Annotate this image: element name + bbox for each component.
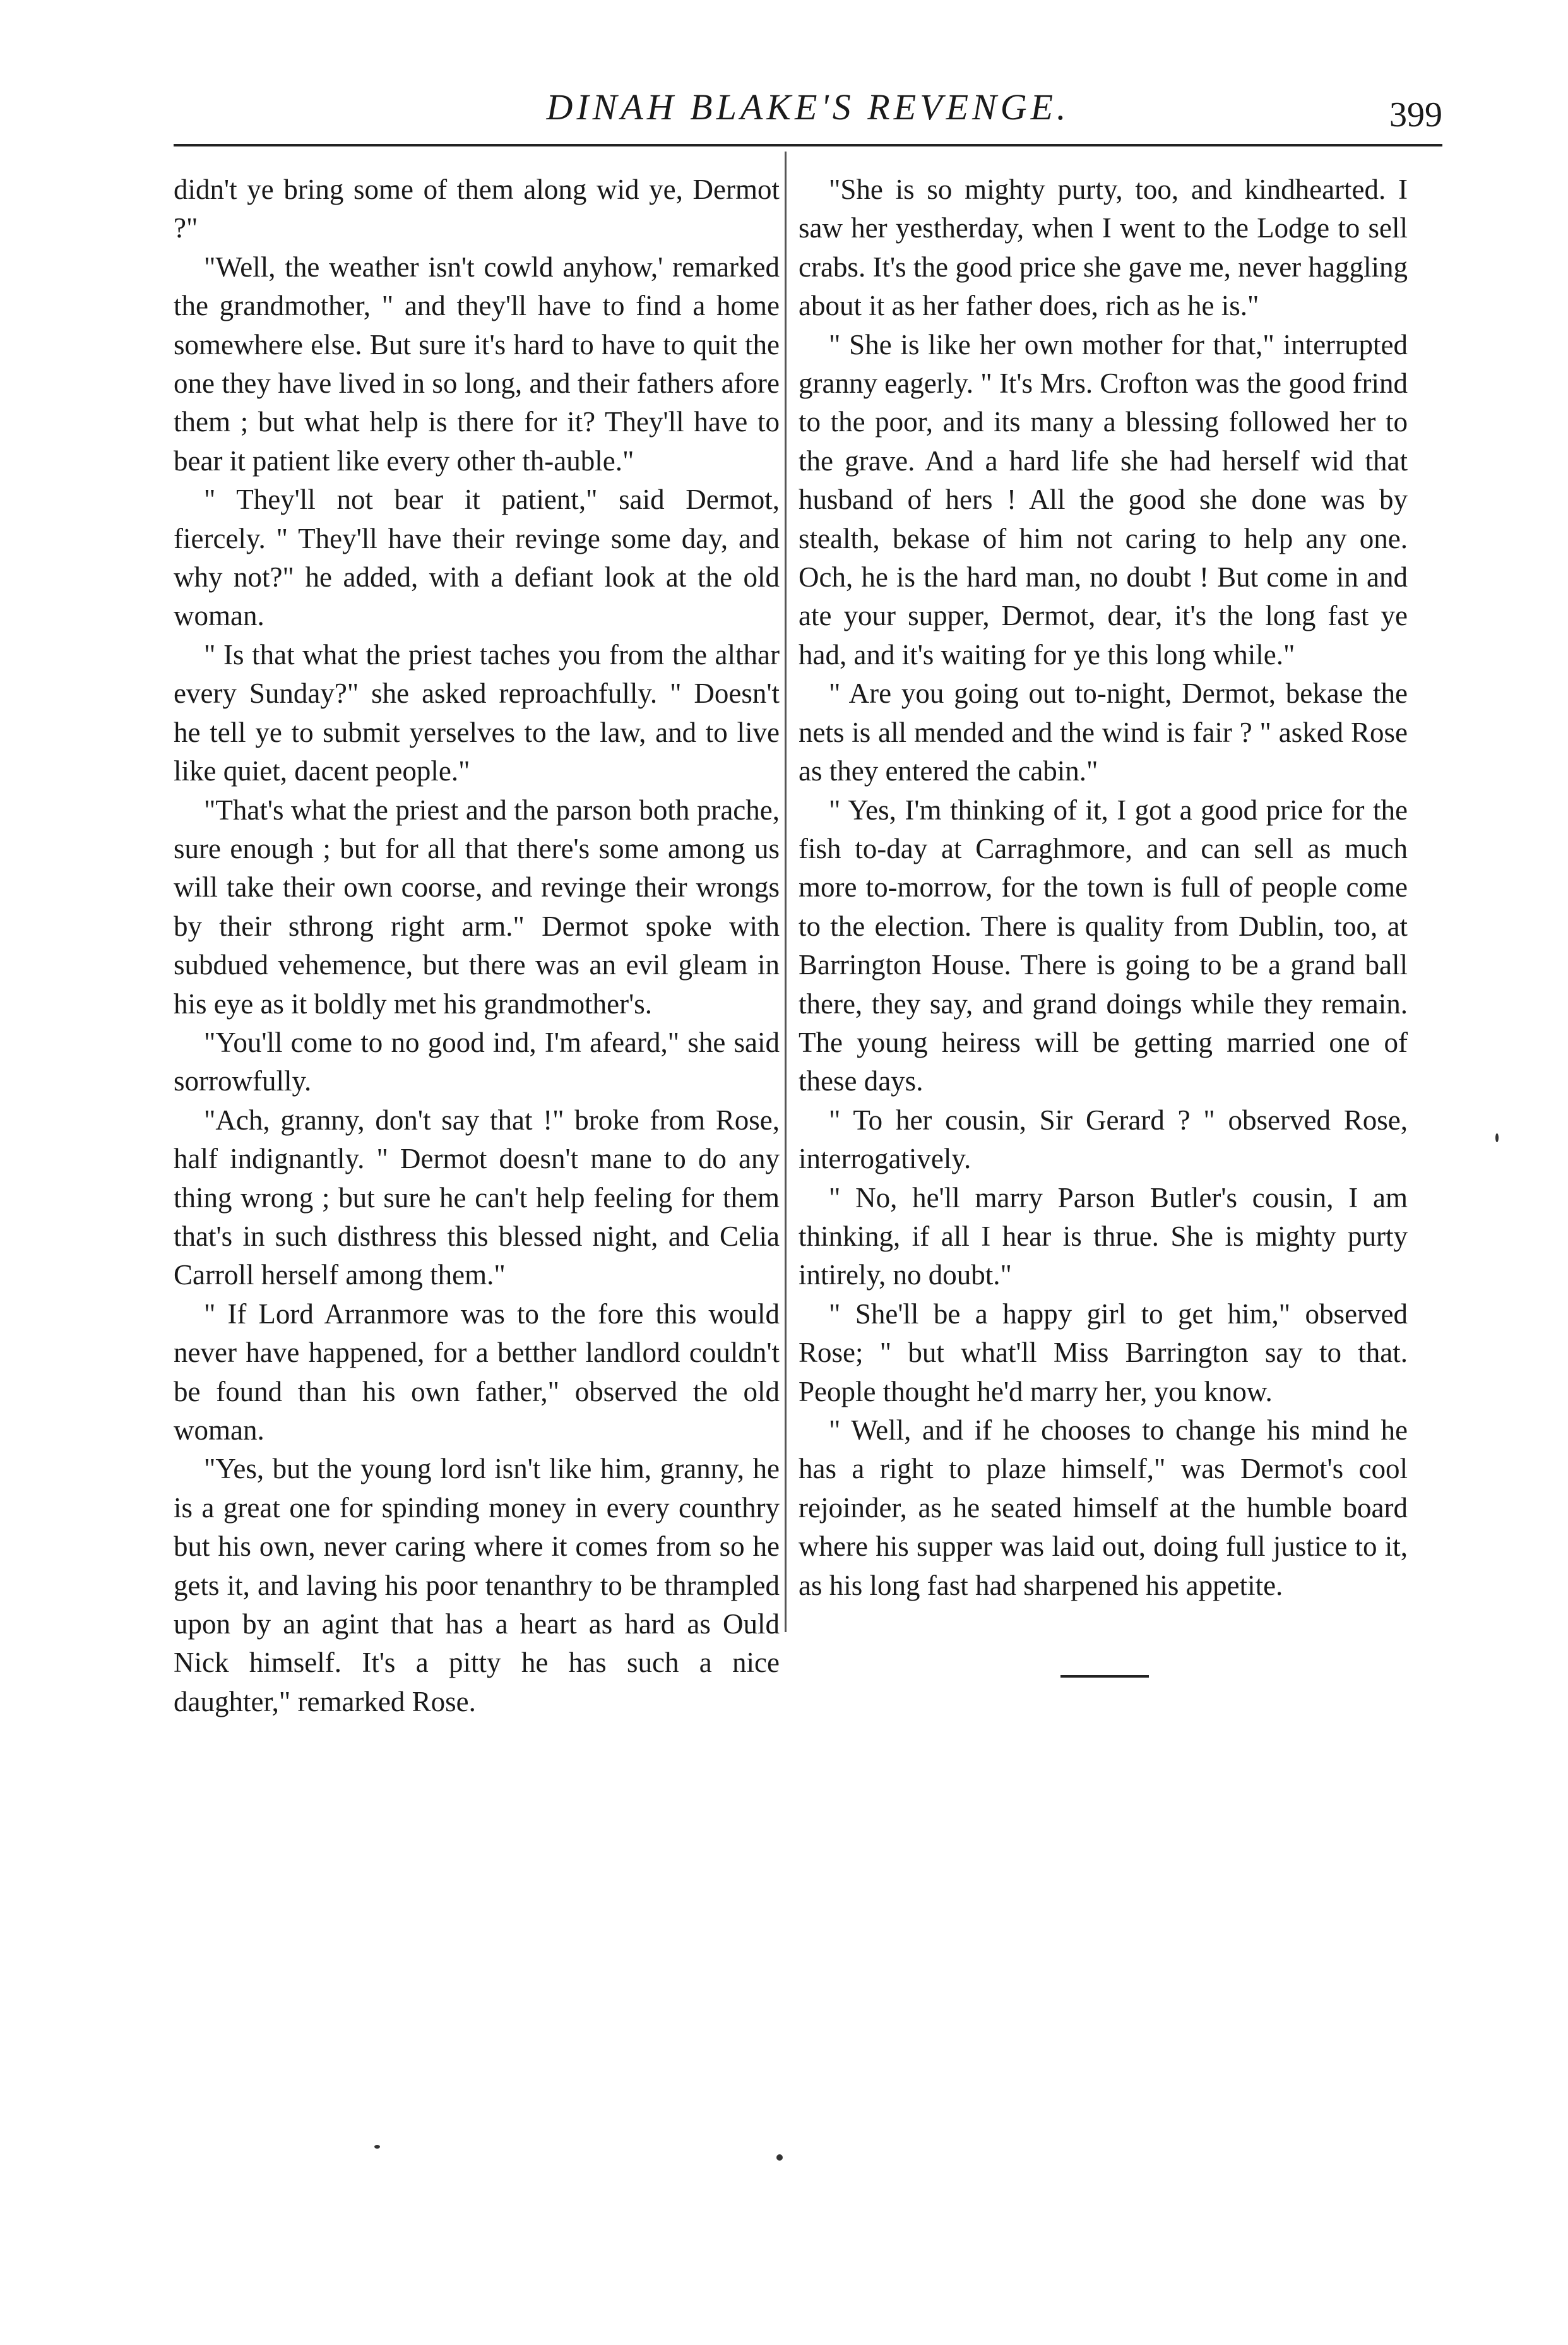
paragraph: "You'll come to no good ind, I'm afeard," she said sorrowfully. [174,1026,780,1097]
paragraph: " Are you going out to-night, Dermot, bekase the nets is all mended and the wind is fair ? " asked Rose as they entered the cabin." [799,677,1408,787]
paragraph: " Yes, I'm thinking of it, I got a good price for the fish to-day at Carraghmore, and can sell as much more to-morrow, for the town is full of people come to the election. There is quality from Dublin, too, at Barrington House. There is going to be a grand ball there, they say, and grand doings while they remain. The young heiress will be getting married one of these days. [799,794,1408,1097]
page-header [174,76,1442,145]
paragraph: "That's what the priest and the parson both prache, sure enough ; but for all that there's some among us will take their own coorse, and revinge their wrongs by their sthrong right arm." Dermot spoke with subdued vehemence, but there was an evil gleam in his eye as it boldly met his grandmother's. [174,794,780,1020]
paragraph: " If Lord Arranmore was to the fore this would never have happened, for a betther landlord couldn't be found than his own father," observed the old woman. [174,1298,780,1446]
paragraph: " To her cousin, Sir Gerard ? " observed Rose, interrogatively. [799,1104,1408,1175]
paragraph: "Ach, granny, don't say that !" broke from Rose, half indignantly. " Dermot doesn't mane to do any thing wrong ; but sure he can't help feeling for them that's in such disthress this blessed night, and Celia Carroll herself among them." [174,1104,780,1291]
right-column [799,170,1408,1605]
paragraph: " Is that what the priest taches you from the althar every Sunday?" she asked reproachfully. " Doesn't he tell ye to submit yerselves to the law, and to live like quiet, dacent people." [174,638,780,787]
paragraph: " No, he'll marry Parson Butler's cousin, I am thinking, if all I hear is thrue. She is mighty purty intirely, no doubt." [799,1181,1408,1291]
print-speck [1495,1133,1499,1142]
paragraph: " She is like her own mother for that," interrupted granny eagerly. " It's Mrs. Crofton was the good frind to the poor, and its many a blessing followed her to the grave. And a hard life she had herself wid that husband of hers ! All the good she done was by stealth, bekase of him not caring to help any one. Och, he is the hard man, no doubt ! But come in and ate your supper, Dermot, dear, it's the long fast ye had, and it's waiting for ye this long while." [799,328,1408,671]
left-column [174,170,780,1721]
paragraph: " She'll be a happy girl to get him," observed Rose; " but what'll Miss Barrington say to that. People thought he'd marry her, you know. [799,1298,1408,1407]
paragraph: "She is so mighty purty, too, and kindhearted. I saw her yestherday, when I went to the Lodge to sell crabs. It's the good price she gave me, never haggling about it as her father does, rich as he is." [799,174,1408,322]
paragraph: " Well, and if he chooses to change his mind he has a right to plaze himself," was Dermot's cool rejoinder, as he seated himself at the humble board where his supper was laid out, doing full justice to it, as his long fast had sharpened his appetite. [799,1414,1408,1601]
paragraph: "Well, the weather isn't cowld anyhow,' remarked the grandmother, " and they'll have to find a home somewhere else. But sure it's hard to have to quit the one they have lived in so long, and their fathers afore them ; but what help is there for it? They'll have to bear it patient like every other th-auble." [174,251,780,477]
print-speck [776,2154,783,2161]
paragraph: didn't ye bring some of them along wid ye, Dermot ?" [174,174,780,244]
paragraph: " They'll not bear it patient," said Dermot, fiercely. " They'll have their revinge some day, and why not?" he added, with a defiant look at the old woman. [174,484,780,632]
header-rule [174,144,1442,146]
running-title: DINAH BLAKE'S REVENGE. [546,87,1070,128]
column-divider [785,152,787,1632]
page-number: 399 [1389,95,1442,134]
section-end-rule [1060,1675,1149,1678]
print-speck [374,2145,380,2149]
paragraph: "Yes, but the young lord isn't like him, granny, he is a great one for spinding money in every counthry but his own, never caring where it comes from so he gets it, and laving his poor tenanthry to be thrampled upon by an agint that has a heart as hard as Ould Nick himself. It's a pitty he has such a nice daughter," remarked Rose. [174,1453,780,1717]
